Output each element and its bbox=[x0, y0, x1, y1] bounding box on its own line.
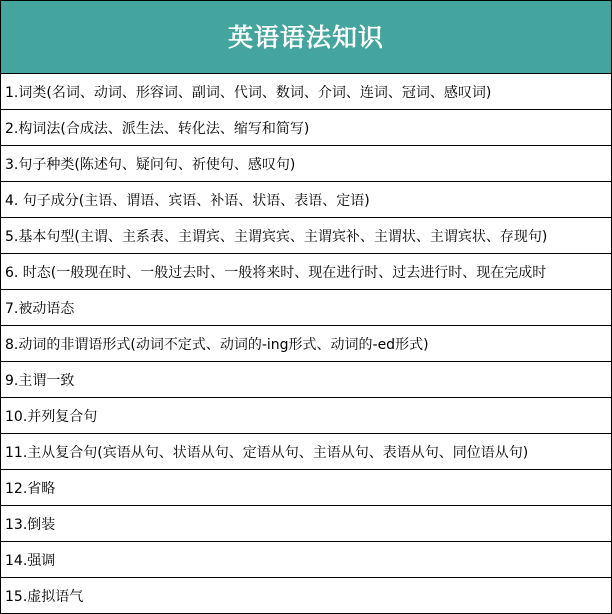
topic-text: 8.动词的非谓语形式(动词不定式、动词的-ing形式、动词的-ed形式) bbox=[5, 336, 429, 353]
table-row bbox=[1, 434, 611, 470]
topic-text: 5.基本句型(主谓、主系表、主谓宾、主谓宾宾、主谓宾补、主谓状、主谓宾状、存现句) bbox=[5, 228, 548, 245]
table-row bbox=[1, 182, 611, 218]
topic-text: 9.主谓一致 bbox=[5, 372, 75, 389]
table-row bbox=[1, 254, 611, 290]
table-title: 英语语法知识 bbox=[227, 22, 384, 52]
table-row bbox=[1, 506, 611, 542]
topic-text: 15.虚拟语气 bbox=[5, 588, 84, 605]
topic-text: 2.构词法(合成法、派生法、转化法、缩写和简写) bbox=[5, 120, 310, 137]
topic-list bbox=[1, 74, 611, 613]
table-row bbox=[1, 110, 611, 146]
topic-text: 3.句子种类(陈述句、疑问句、祈使句、感叹句) bbox=[5, 156, 296, 173]
topic-text: 10.并列复合句 bbox=[5, 408, 98, 425]
topic-text: 6. 时态(一般现在时、一般过去时、一般将来时、现在进行时、过去进行时、现在完成时 bbox=[5, 264, 547, 281]
table-row bbox=[1, 470, 611, 506]
table-row bbox=[1, 146, 611, 182]
topic-text: 14.强调 bbox=[5, 552, 56, 569]
topic-text: 7.被动语态 bbox=[5, 300, 75, 317]
topic-text: 12.省略 bbox=[5, 480, 56, 497]
table-header bbox=[1, 1, 611, 74]
table-row bbox=[1, 362, 611, 398]
table-row bbox=[1, 74, 611, 110]
table-row bbox=[1, 398, 611, 434]
topic-text: 1.词类(名词、动词、形容词、副词、代词、数词、介词、连词、冠词、感叹词) bbox=[5, 84, 492, 101]
table-row bbox=[1, 542, 611, 578]
table-row bbox=[1, 290, 611, 326]
table-row bbox=[1, 326, 611, 362]
topic-text: 11.主从复合句(宾语从句、状语从句、定语从句、主语从句、表语从句、同位语从句) bbox=[5, 444, 529, 461]
table-row bbox=[1, 218, 611, 254]
topic-text: 13.倒装 bbox=[5, 516, 56, 533]
table-row bbox=[1, 578, 611, 613]
topic-text: 4. 句子成分(主语、谓语、宾语、补语、状语、表语、定语) bbox=[5, 192, 370, 209]
